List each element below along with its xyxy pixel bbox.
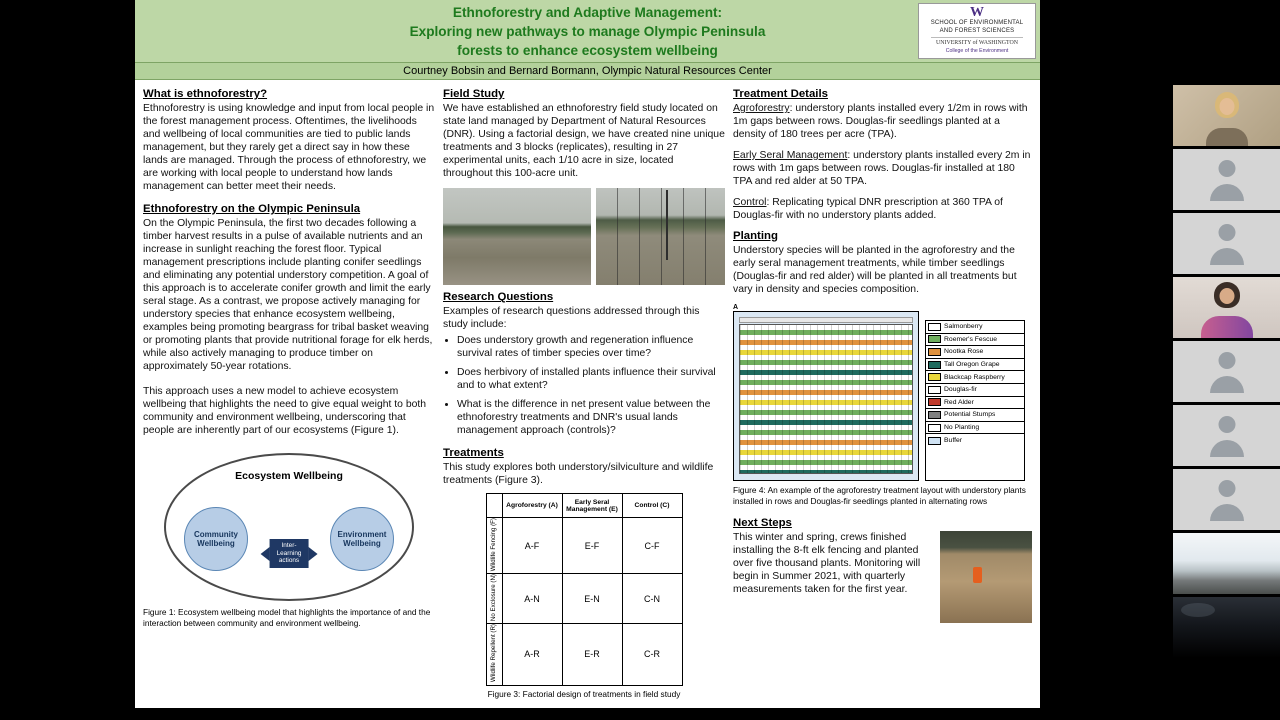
treatment-text: : Replicating typical DNR prescription at 360 TPA of Douglas-fir with no understory plants added. xyxy=(733,197,1003,221)
fig1-arrow-label-1: Inter- xyxy=(281,542,297,549)
legend-row: Roemer's Fescue xyxy=(926,334,1024,347)
fig4-column-ruler xyxy=(739,317,913,323)
dim-light-glow xyxy=(1181,603,1215,617)
fig3-cell: E-R xyxy=(562,624,622,685)
fig4-caption: Figure 4: An example of the agroforestry treatment layout with understory plants installed in rows and Douglas-fir seedlings planted in alternating rows xyxy=(733,485,1026,506)
fig4-block-label: A xyxy=(733,304,739,311)
poster-body xyxy=(135,80,1040,708)
heading-field-study: Field Study xyxy=(443,88,505,100)
uw-logo xyxy=(918,3,1036,59)
fig3-cell: A-N xyxy=(502,574,562,624)
person-silhouette-icon xyxy=(1173,213,1280,274)
legend-swatch xyxy=(928,398,941,406)
poster-title-line3: forests to enhance ecosystem wellbeing xyxy=(457,42,718,58)
fig4-grid-rows xyxy=(739,324,913,474)
participant-avatar-tile[interactable] xyxy=(1173,149,1280,210)
fig3-cell: A-F xyxy=(502,518,562,574)
olympic-peninsula-paragraph: On the Olympic Peninsula, the first two decades following a timber harvest results in a pulse of available nutrients and an increase in sunlight reaching the forest floor. Typical management prescriptions include planting conifer seedlings and eliminating any potential understory competition. A goal of this approach is to accelerate conifer growth and limit the early seral stage. As a contrast, we propose actively managing for understory species that enhance ecosystem wellbeing, examples being promoting beargrass for tribal basket weaving or promoting plants that provide nutritional forage for elk herds, while also actively managing to produce timber on approximately 50-year rotations. xyxy=(143,218,433,372)
fig3-col-header: Early Seral Management (E) xyxy=(562,494,622,518)
ethnoforestry-intro-paragraph: Ethnoforestry is using knowledge and input from local people in the forest management process. Oftentimes, the livelihoods and wellbeing of local communities are tied to public lands management, but they rarely get a direct say in how these lands are managed. Through the process of ethnoforestry, we are working with local people to understand how lands management can better meet their needs. xyxy=(143,103,435,192)
participant-strip xyxy=(1173,85,1280,658)
heading-research-questions: Research Questions xyxy=(443,291,554,303)
research-question-list xyxy=(457,334,725,437)
legend-row: Potential Stumps xyxy=(926,409,1024,422)
treatment-term: Early Seral Management xyxy=(733,150,848,161)
fig3-row-header: No Exclosure (N) xyxy=(486,574,502,624)
person-silhouette-icon xyxy=(1173,149,1280,210)
participant-video-tile[interactable] xyxy=(1173,277,1280,338)
planting-paragraph: Understory species will be planted in the agroforestry and the early seral management treatments, while timber seedlings (Douglas-fir and red alder) will be planted in all treatments but vary in density and species composition. xyxy=(733,245,1017,295)
fig3-row-header: Wildlife Fencing (F) xyxy=(486,518,502,574)
legend-swatch xyxy=(928,361,941,369)
research-question-item: • Does understory growth and regeneration influence survival rates of timber species over time? xyxy=(457,334,725,360)
fig3-cell: A-R xyxy=(502,624,562,685)
legend-swatch xyxy=(928,348,941,356)
fig4-legend xyxy=(925,320,1025,481)
poster-header xyxy=(135,0,1040,62)
legend-row: Salmonberry xyxy=(926,321,1024,334)
fig3-cell: C-F xyxy=(622,518,682,574)
legend-row: Tall Oregon Grape xyxy=(926,359,1024,372)
participant-avatar-tile[interactable] xyxy=(1173,469,1280,530)
fig3-corner-cell xyxy=(486,494,502,518)
fig3-col-header: Agroforestry (A) xyxy=(502,494,562,518)
participant-avatar-tile[interactable] xyxy=(1173,405,1280,466)
heading-next-steps: Next Steps xyxy=(733,516,792,529)
poster-title-line1: Ethnoforestry and Adaptive Management: xyxy=(452,5,723,20)
shared-screen-poster xyxy=(135,0,1040,708)
fig1-environment-circle: Environment Wellbeing xyxy=(330,507,394,571)
participant-camera-view xyxy=(1173,277,1280,338)
participant-video-tile-outdoor[interactable] xyxy=(1173,533,1280,594)
treatment-detail-early-seral xyxy=(733,149,1032,188)
participant-camera-view xyxy=(1173,85,1280,146)
field-study-paragraph: We have established an ethnoforestry field study located on state land managed by Department of Natural Resources (DNR). Using a factorial design, we have created nine unique treatments and 3 blocks (replicates), resulting in 27 experimental units, each 1/10 acre in size, located throughout this 100-acre unit. xyxy=(443,103,725,179)
field-photo-fence xyxy=(596,188,725,285)
fig1-arrow-label-2: Learning xyxy=(276,549,302,557)
field-photo-clearcut xyxy=(443,188,591,285)
fig3-cell: C-R xyxy=(622,624,682,685)
next-steps-row xyxy=(733,531,1032,623)
legend-row: Blackcap Raspberry xyxy=(926,371,1024,384)
fig3-cell: E-F xyxy=(562,518,622,574)
fig3-col-header: Control (C) xyxy=(622,494,682,518)
heading-planting: Planting xyxy=(733,230,778,242)
fig3-cell: C-N xyxy=(622,574,682,624)
poster-column-1 xyxy=(143,88,435,708)
treatment-term: Agroforestry xyxy=(733,103,790,114)
field-photo-row xyxy=(443,188,725,285)
heading-treatments: Treatments xyxy=(443,447,504,459)
treatment-detail-agroforestry xyxy=(733,102,1032,141)
legend-row: No Planting xyxy=(926,422,1024,435)
research-question-item: • Does herbivory of installed plants influence their survival and to what extent? xyxy=(457,366,725,392)
fig1-title: Ecosystem Wellbeing xyxy=(235,470,343,482)
legend-swatch xyxy=(928,437,941,445)
fig4-planting-grid xyxy=(733,311,919,481)
legend-swatch xyxy=(928,411,941,419)
fig1-interlearning-arrows-icon xyxy=(270,539,309,568)
research-questions-intro: Examples of research questions addressed through this study include: xyxy=(443,306,700,330)
fig3-caption: Figure 3: Factorial design of treatments in field study xyxy=(487,688,681,699)
legend-swatch xyxy=(928,373,941,381)
fig4-grid-area xyxy=(733,304,919,481)
person-silhouette-icon xyxy=(1173,341,1280,402)
person-silhouette-icon xyxy=(1173,469,1280,530)
participant-video-tile-dark[interactable] xyxy=(1173,597,1280,658)
treatment-detail-control xyxy=(733,196,1032,222)
legend-swatch xyxy=(928,386,941,394)
legend-swatch xyxy=(928,323,941,331)
legend-swatch xyxy=(928,424,941,432)
heading-treatment-details: Treatment Details xyxy=(733,88,828,100)
fig3-row-header: Wildlife Repellent (R) xyxy=(486,624,502,685)
logo-college-line: College of the Environment xyxy=(945,47,1009,54)
legend-row: Buffer xyxy=(926,434,1024,447)
legend-row: Nootka Rose xyxy=(926,346,1024,359)
treatment-text: : understory plants installed every 1/2m in rows with 1m gaps between rows. Douglas-fir seedlings planted at a density of 180 trees per acre (TPA). xyxy=(733,103,1028,140)
legend-row: Douglas-fir xyxy=(926,384,1024,397)
logo-university-line: UNIVERSITY of WASHINGTON xyxy=(935,40,1019,46)
logo-school-line2: AND FOREST SCIENCES xyxy=(939,27,1015,34)
participant-face xyxy=(1219,288,1234,304)
participant-video-tile[interactable] xyxy=(1173,85,1280,146)
figure3-factorial-table xyxy=(486,493,683,686)
figure1-ecosystem-wellbeing-diagram xyxy=(164,453,414,601)
research-question-item: • What is the difference in net present value between the ethnoforestry treatments and DNR's usual lands management approach (controls)? xyxy=(457,398,725,437)
logo-divider xyxy=(931,37,1024,38)
next-steps-paragraph: This winter and spring, crews finished installing the 8-ft elk fencing and planted over five thousand plants. Monitoring will begin in Summer 2021, with quarterly measurements taken for the first year. xyxy=(733,531,921,595)
uw-w-logo-icon: W xyxy=(970,5,984,20)
poster-column-3 xyxy=(733,88,1032,708)
figure4-planting-layout xyxy=(733,304,1032,481)
participant-avatar-tile[interactable] xyxy=(1173,213,1280,274)
fig1-arrow-label-3: actions xyxy=(278,557,300,565)
poster-title-line2: Exploring new pathways to manage Olympic Peninsula xyxy=(409,23,766,39)
treatment-term: Control xyxy=(733,197,767,208)
treatment-text: : understory plants installed every 2m in rows with 1m gaps between rows. Douglas-fir installed at 180 TPA and red alder at 50 TPA. xyxy=(733,150,1031,187)
participant-face xyxy=(1219,98,1234,115)
ecosystem-model-paragraph: This approach uses a new model to achieve ecosystem wellbeing that highlights the need to give equal weight to both community and environment wellbeing, underscoring that people are inherently part of our ecosystems (Figure 1). xyxy=(143,386,427,436)
poster-byline: Courtney Bobsin and Bernard Bormann, Olympic Natural Resources Center xyxy=(135,62,1040,80)
person-silhouette-icon xyxy=(1173,405,1280,466)
legend-swatch xyxy=(928,335,941,343)
fig1-caption: Figure 1: Ecosystem wellbeing model that highlights the importance of and the interaction between community and environment wellbeing. xyxy=(143,607,431,628)
poster-column-2 xyxy=(443,88,725,708)
planting-crew-photo xyxy=(940,531,1032,623)
treatments-paragraph: This study explores both understory/silviculture and wildlife treatments (Figure 3). xyxy=(443,462,714,486)
heading-what-is-ethnoforestry: What is ethnoforestry? xyxy=(143,88,268,100)
heading-olympic-peninsula: Ethnoforestry on the Olympic Peninsula xyxy=(143,203,361,215)
legend-row: Red Alder xyxy=(926,397,1024,410)
fig1-community-circle: Community Wellbeing xyxy=(184,507,248,571)
logo-school-line1: SCHOOL OF ENVIRONMENTAL xyxy=(930,20,1024,26)
participant-avatar-tile[interactable] xyxy=(1173,341,1280,402)
fig3-cell: E-N xyxy=(562,574,622,624)
